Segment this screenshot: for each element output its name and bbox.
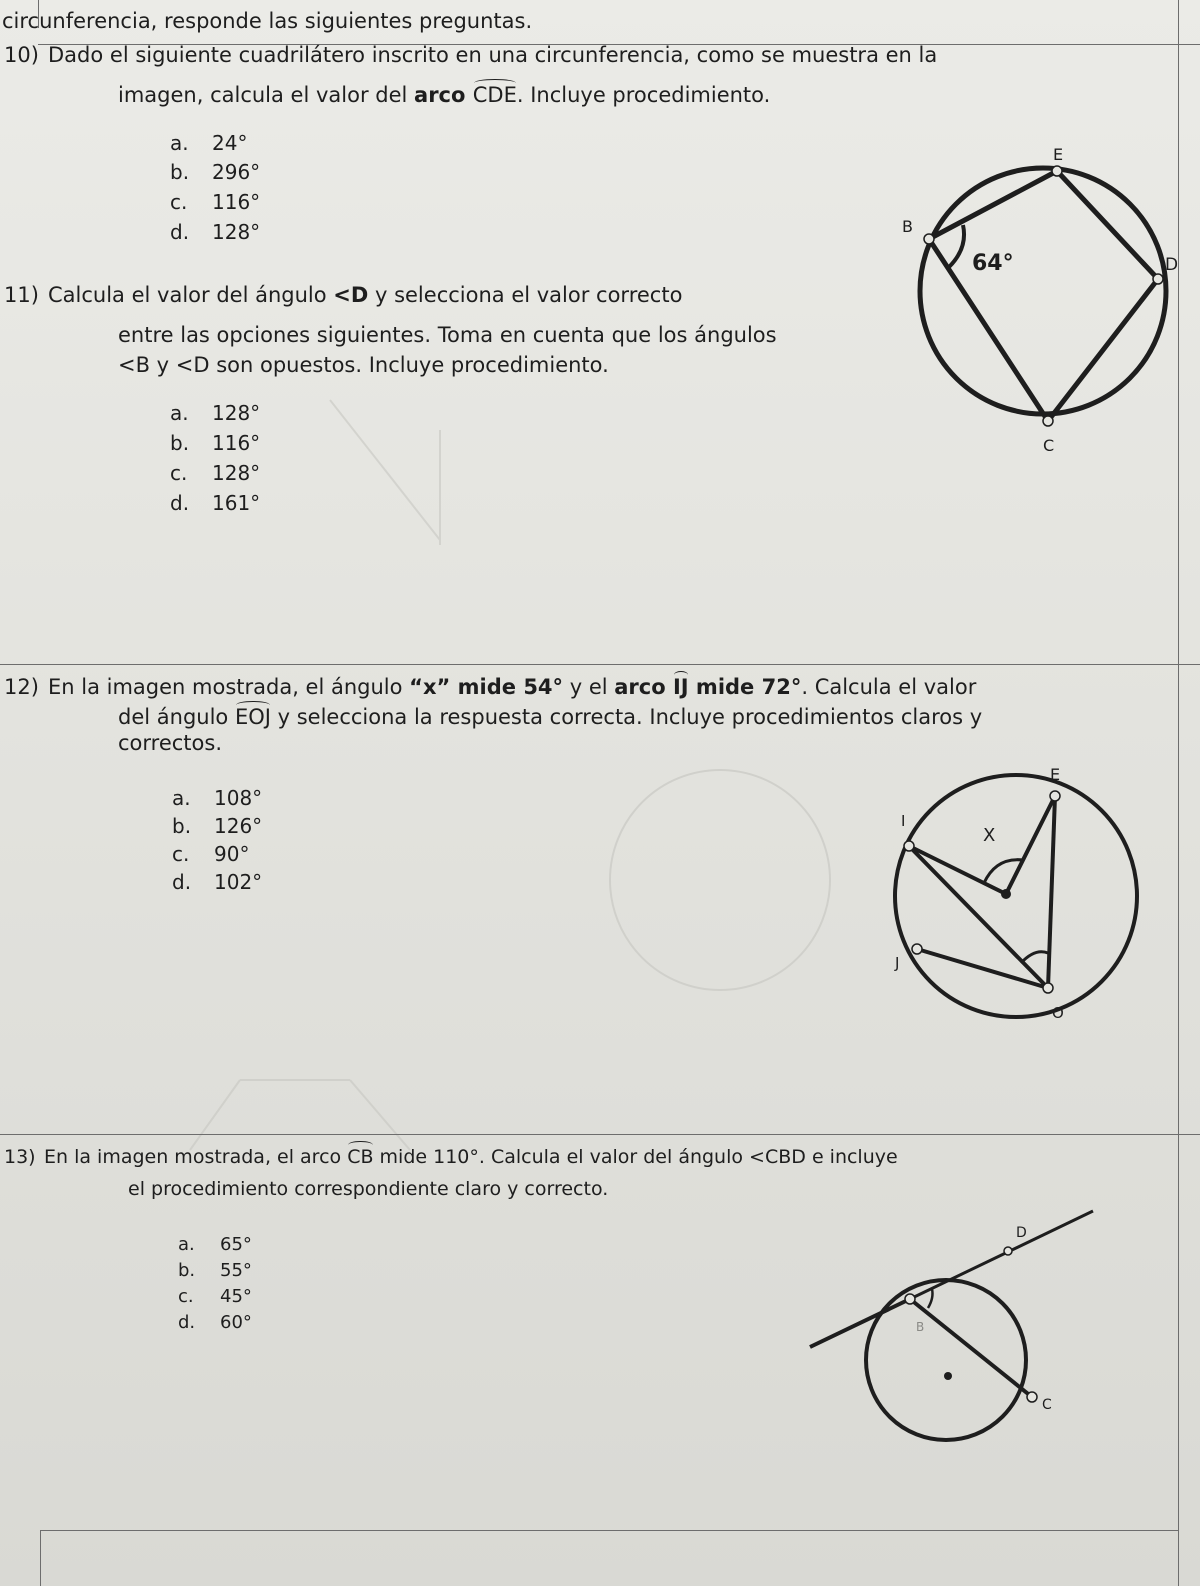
question-11-line-1-end: y selecciona el valor correcto <box>368 283 683 307</box>
vertex-d-dot <box>1153 274 1163 284</box>
question-11-number: 11) <box>4 283 39 307</box>
option-letter: a. <box>170 131 189 155</box>
option-value: 116° <box>212 431 261 455</box>
option-letter: c. <box>170 461 188 485</box>
option-letter: d. <box>178 1312 196 1333</box>
question-10-line-2 <box>118 82 770 108</box>
q12-option-c[interactable] <box>172 841 249 867</box>
option-value: 128° <box>212 401 261 425</box>
question-12-number: 12) <box>4 675 39 699</box>
question-10-arc-word: arco <box>414 83 473 107</box>
option-letter: b. <box>172 814 192 838</box>
point-o-dot <box>1043 983 1053 993</box>
q12-option-b[interactable] <box>172 813 262 839</box>
segment-e-o <box>1048 796 1055 988</box>
q13-option-b[interactable] <box>178 1258 252 1284</box>
option-value: 108° <box>214 786 263 810</box>
q10-option-b[interactable] <box>170 159 260 185</box>
option-value: 126° <box>214 814 263 838</box>
center-dot <box>1001 889 1011 899</box>
label-b: B <box>902 217 913 236</box>
option-letter: c. <box>178 1286 194 1307</box>
q12-text: En la imagen mostrada, el ángulo <box>48 675 410 699</box>
q12-text: del ángulo <box>118 705 235 729</box>
tangent-line-upper <box>910 1211 1093 1299</box>
question-12-line-1 <box>48 674 976 700</box>
vertex-e-dot <box>1052 166 1062 176</box>
segment-center-e <box>1006 796 1055 894</box>
vertex-b-dot <box>924 234 934 244</box>
question-11-line-1-start: Calcula el valor del ángulo <box>48 283 334 307</box>
option-letter: d. <box>172 870 192 894</box>
question-13-line-1 <box>44 1144 898 1170</box>
option-letter: c. <box>172 842 190 866</box>
angle-b-label: 64° <box>972 251 1014 276</box>
question-11-line-2: entre las opciones siguientes. Toma en cuenta que los ángulos <box>118 323 777 347</box>
q13-text: En la imagen mostrada, el arco <box>44 1146 348 1168</box>
angle-o-arc <box>1021 952 1048 963</box>
q13-option-a[interactable] <box>178 1232 252 1258</box>
option-value: 116° <box>212 190 261 214</box>
option-value: 161° <box>212 491 261 515</box>
label-d: D <box>1016 1225 1027 1241</box>
vertex-c-dot <box>1043 416 1053 426</box>
q12-angle-name: EOJ <box>234 705 271 729</box>
question-10-arc-name: CDE <box>472 83 517 107</box>
question-10-line-2-start: imagen, calcula el valor del <box>118 83 415 107</box>
q12-text: y el <box>563 675 615 699</box>
option-value: 24° <box>212 131 248 155</box>
point-j-dot <box>912 944 922 954</box>
q13-option-c[interactable] <box>178 1284 252 1310</box>
q11-option-c[interactable] <box>170 460 260 486</box>
question-11-line-3: <B y <D son opuestos. Incluye procedimiento. <box>118 353 609 377</box>
question-12-line-3: correctos. <box>118 731 222 755</box>
chord-b-c <box>910 1299 1032 1397</box>
circle <box>866 1280 1026 1440</box>
tangent-line <box>810 1299 910 1347</box>
option-value: 296° <box>212 160 261 184</box>
q12-arc-value: 72° <box>761 675 802 699</box>
label-d: D <box>1165 255 1179 275</box>
label-i: I <box>901 812 906 830</box>
center-dot <box>944 1372 952 1380</box>
label-e: E <box>1050 765 1061 784</box>
q12-angle-x-value: 54° <box>523 675 564 699</box>
circle <box>920 168 1166 414</box>
question-11-angle: <D <box>333 283 369 307</box>
option-value: 90° <box>214 842 250 866</box>
point-d-dot <box>1004 1247 1012 1255</box>
circle <box>895 775 1137 1017</box>
q13-arc-name: CB <box>347 1146 374 1168</box>
rule-bottom <box>40 1530 1178 1531</box>
option-letter: b. <box>170 160 190 184</box>
option-value: 65° <box>220 1234 252 1255</box>
question-10-line-1: Dado el siguiente cuadrilátero inscrito en una circunferencia, como se muestra en la <box>48 43 938 67</box>
question-13-line-2: el procedimiento correspondiente claro y correcto. <box>128 1178 609 1200</box>
question-11-line-1 <box>48 282 682 308</box>
q12-text: . Calcula el valor <box>801 675 977 699</box>
option-letter: a. <box>170 401 189 425</box>
option-value: 55° <box>220 1260 252 1281</box>
label-o: O <box>1052 1004 1064 1022</box>
option-letter: b. <box>170 431 190 455</box>
angle-b-arc <box>928 1289 933 1308</box>
option-value: 45° <box>220 1286 252 1307</box>
q12-option-d[interactable] <box>172 869 262 895</box>
q12-text: mide <box>688 675 762 699</box>
option-letter: c. <box>170 190 188 214</box>
figure-inscribed-quadrilateral <box>880 130 1180 470</box>
label-e: E <box>1053 145 1064 164</box>
rule-left-bottom <box>40 1530 41 1586</box>
angle-b-arc <box>949 225 964 267</box>
intro-text: circunferencia, responde las siguientes preguntas. <box>2 9 533 33</box>
question-13-number: 13) <box>4 1146 36 1168</box>
label-b: B <box>916 1320 925 1334</box>
label-j: J <box>895 954 900 972</box>
q12-text: y selecciona la respuesta correcta. Incluye procedimientos claros y <box>270 705 983 729</box>
question-10-line-2-end: . Incluye procedimiento. <box>516 83 771 107</box>
point-e-dot <box>1050 791 1060 801</box>
option-value: 102° <box>214 870 263 894</box>
q11-option-a[interactable] <box>170 400 260 426</box>
q13-text: mide 110°. Calcula el valor del ángulo <CBD e incluye <box>373 1146 898 1168</box>
option-letter: a. <box>172 786 191 810</box>
q10-option-a[interactable] <box>170 130 247 156</box>
option-value: 128° <box>212 461 261 485</box>
rule-q12 <box>0 664 1200 665</box>
option-value: 128° <box>212 220 261 244</box>
q13-option-d[interactable] <box>178 1310 252 1336</box>
q12-arc-name: IJ <box>672 675 689 699</box>
q12-option-a[interactable] <box>172 785 262 811</box>
point-c-dot <box>1027 1392 1037 1402</box>
rule-q13 <box>0 1134 1200 1135</box>
option-letter: a. <box>178 1234 195 1255</box>
option-value: 60° <box>220 1312 252 1333</box>
q10-option-c[interactable] <box>170 189 260 215</box>
question-12-line-2 <box>118 704 982 730</box>
option-letter: d. <box>170 220 190 244</box>
label-c: C <box>1043 436 1055 455</box>
point-i-dot <box>904 841 914 851</box>
q10-option-d[interactable] <box>170 219 260 245</box>
figure-tangent-chord <box>810 1205 1110 1505</box>
q11-option-d[interactable] <box>170 490 260 516</box>
q12-angle-x: “x” mide <box>409 675 524 699</box>
point-b-dot <box>905 1294 915 1304</box>
q11-option-b[interactable] <box>170 430 260 456</box>
option-letter: b. <box>178 1260 196 1281</box>
question-10-number: 10) <box>4 43 39 67</box>
option-letter: d. <box>170 491 190 515</box>
figure-circle-ieoj <box>880 760 1180 1030</box>
q12-arc-word: arco <box>614 675 673 699</box>
label-x: X <box>983 825 996 846</box>
label-c: C <box>1042 1397 1052 1413</box>
